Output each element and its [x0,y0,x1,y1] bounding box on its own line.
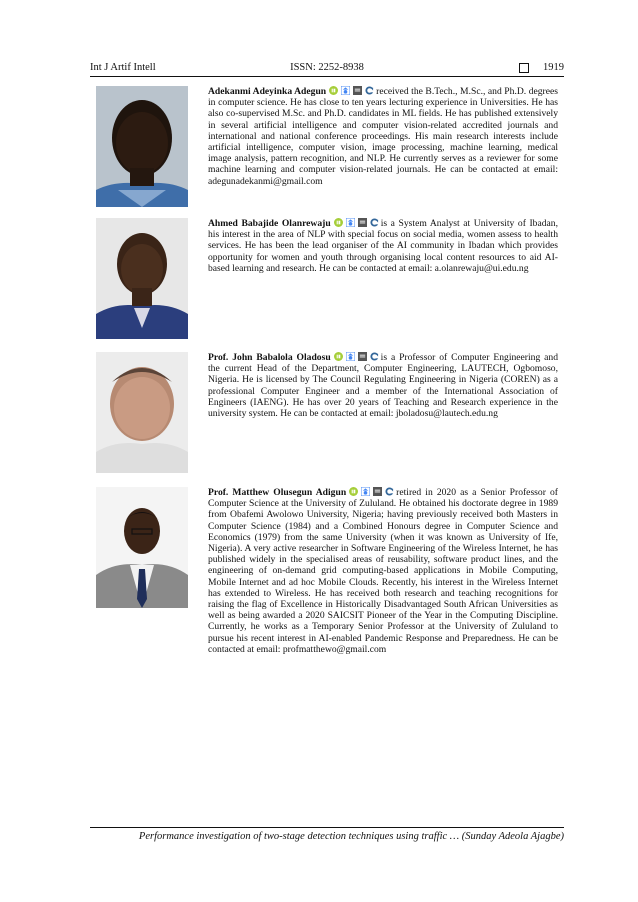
author-photo-1 [96,86,188,207]
author-description: is a System Analyst at University of Ibadan, his interest in the area of NLP with special focus on social media, women assess to health services. He has been the lead organiser of the AI community in Ibadan which provides opportunity for women and youth through organising local content resources to aid AI-based learning and research. He can be contacted at email: a.olanrewaju@ui.edu.ng [208,218,558,274]
google-scholar-icon[interactable] [361,487,370,496]
orcid-icon[interactable] [334,352,343,361]
square-icon [519,63,529,73]
author-photo-3 [96,352,188,473]
google-scholar-icon[interactable] [346,352,355,361]
author-name: Prof. John Babalola Oladosu [208,352,331,363]
author-description: received the B.Tech., M.Sc., and Ph.D. degrees in computer science. He has close to ten years lecturing experience in Universities. He has also co-supervised M.Sc. and Ph.D. candidates in ML fields. He has published extensively in several artificial intelligence and computer vision-related accredited journals and international and national conference proceedings. His main research interests include artificial intelligence, computer vision, image processing, machine learning, medical image analysis, pattern recognition, and NLP. He currently serves as a reviewer for some machine learning and computer vision-related journals. He can be contacted at email: adegunadekanmi@gmail.com [208,86,559,187]
author-bio-text-4 [208,487,558,655]
author-description: retired in 2020 as a Senior Professor of Computer Science at the University of Zululand. He obtained his doctorate degree in 1989 from Obafemi Awolowo University, Nigeria; having previously received both Masters in Computer Science (1984) and a Combined Honours degree in Computer Science and Economics (1979) from the same University (when it was known as University of Ife, Nigeria). A very active researcher in Software Engineering of the Wireless Internet, he has published widely in the specialised areas of reusability, software product lines, and the engineering of on-demand grid computing-based applications in Mobile Computing, Mobile Internet and ad hoc Mobile Clouds. Recently, his interest in the Wireless Internet has extended to Wireless. He has received both research and teaching recognitions for raising the flag of Excellence in Historically Disadvantaged South African Universities as well as being awarded a 2020 SAICSIT Pioneer of the Year in the Computing Discipline. Currently, he works as a Temporary Senior Professor at the University of Zululand to pursue his recent interest in AI-enabled Pandemic Response and Preparedness. He can be contacted at email: profmatthewo@gmail.com [208,487,558,655]
publons-icon[interactable] [370,218,379,227]
author-name: Prof. Matthew Olusegun Adigun [208,487,347,498]
journal-name: Int J Artif Intell [90,62,156,73]
publons-icon[interactable] [365,86,374,95]
running-header [90,60,564,76]
page-number: 1919 [543,62,564,73]
author-description: is a Professor of Computer Engineering and the current Head of the Department, Computer Engineering, LAUTECH, Ogbomoso, Nigeria. He is licensed by The Council Regulating Engineering in Nigeria (COREN) as a professional Computer Engineer and a member of the International Association of Engineers (IAENG). He has over 20 years of Teaching and Research experience in the university system. He can be contacted at email: jboladosu@lautech.edu.ng [208,352,558,420]
author-bio-text-2 [208,218,558,274]
footer-rule [90,827,564,828]
scopus-icon[interactable] [358,352,367,361]
author-name: Ahmed Babajide Olanrewaju [208,218,331,229]
issn: ISSN: 2252-8938 [290,62,364,73]
google-scholar-icon[interactable] [341,86,350,95]
profile-icons [349,487,394,496]
author-bio-text-1 [208,86,558,187]
scopus-icon[interactable] [353,86,362,95]
publons-icon[interactable] [385,487,394,496]
profile-icons [334,352,379,361]
scopus-icon[interactable] [373,487,382,496]
profile-icons [334,218,379,227]
author-name: Adekanmi Adeyinka Adegun [208,86,327,97]
profile-icons [329,86,374,95]
google-scholar-icon[interactable] [346,218,355,227]
orcid-icon[interactable] [334,218,343,227]
header-rule [90,76,564,77]
scopus-icon[interactable] [358,218,367,227]
orcid-icon[interactable] [329,86,338,95]
author-bio-text-3 [208,352,558,419]
author-photo-2 [96,218,188,339]
publons-icon[interactable] [370,352,379,361]
orcid-icon[interactable] [349,487,358,496]
page-marker [519,60,564,76]
running-footer: Performance investigation of two-stage detection techniques using traffic … (Sunday Adeola Ajagbe) [138,831,564,842]
author-photo-4 [96,487,188,608]
